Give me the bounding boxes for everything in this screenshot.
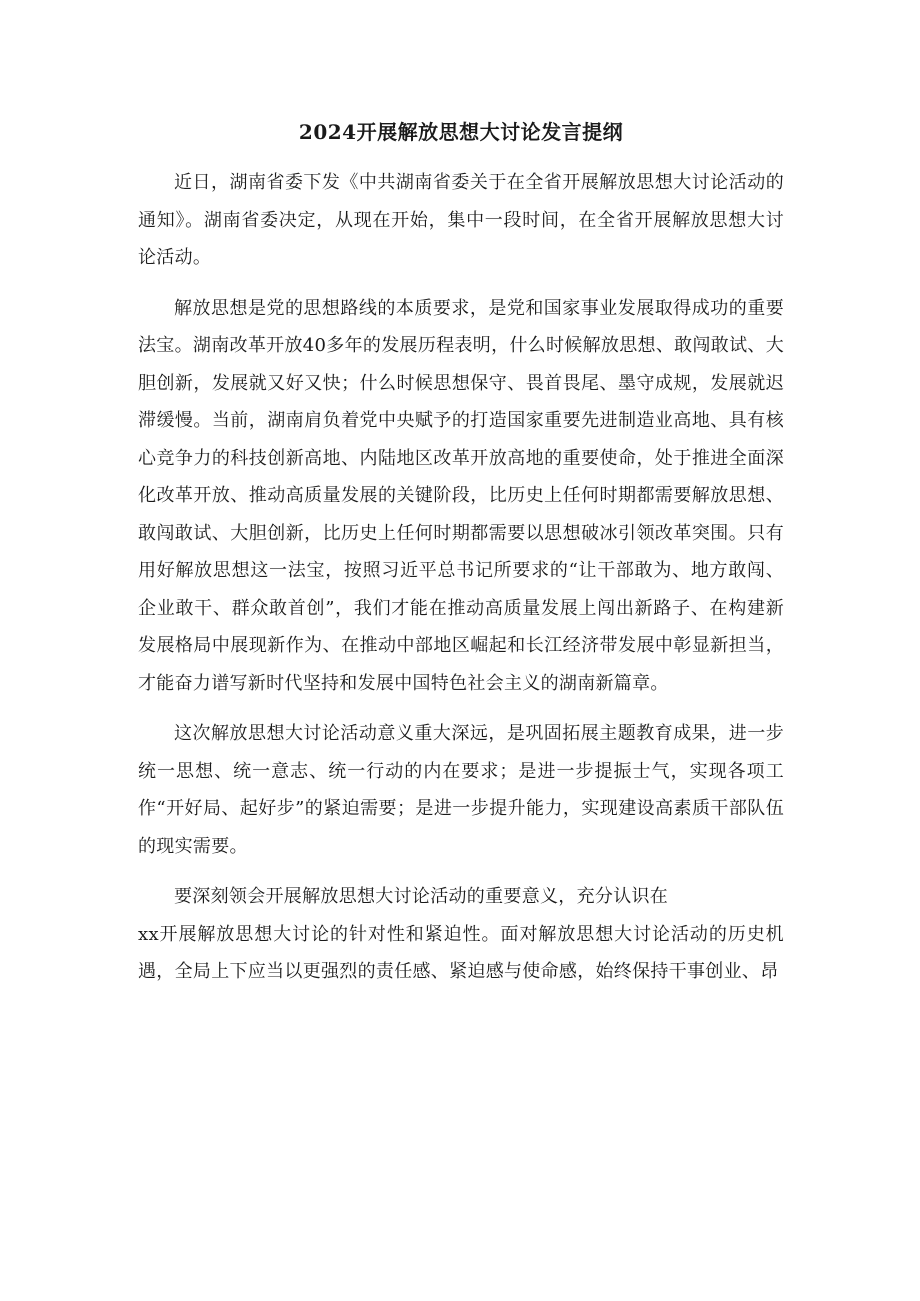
paragraph-5: xx开展解放思想大讨论的针对性和紧迫性。面对解放思想大讨论活动的历史机遇，全局上下应当以更强烈的责任感、紧迫感与使命感，始终保持干事创业、昂 bbox=[138, 923, 784, 982]
paragraph-4: 要深刻领会开展解放思想大讨论活动的重要意义，充分认识在 bbox=[174, 886, 669, 907]
paragraph-2: 解放思想是党的思想路线的本质要求，是党和国家事业发展取得成功的重要法宝。湖南改革开放40多年的发展历程表明，什么时候解放思想、敢闯敢试、大胆创新，发展就又好又快；什么时候思想保守、畏首畏尾、墨守成规，发展就迟滞缓慢。当前，湖南肩负着党中央赋予的打造国家重要先进制造业高地、具有核心竞争力的科技创新高地、内陆地区改革开放高地的重要使命，处于推进全面深化改革开放、推动高质量发展的关键阶段，比历史上任何时期都需要解放思想、敢闯敢试、大胆创新，比历史上任何时期都需要以思想破冰引领改革突围。只有用好解放思想这一法宝，按照习近平总书记所要求的“让干部敢为、地方敢闯、企业敢干、群众敢首创”，我们才能在推动高质量发展上闯出新路子、在构建新发展格局中展现新作为、在推动中部地区崛起和长江经济带发展中彰显新担当，才能奋力谱写新时代坚持和发展中国特色社会主义的湖南新篇章。 bbox=[138, 297, 784, 694]
paragraph-3: 这次解放思想大讨论活动意义重大深远，是巩固拓展主题教育成果，进一步统一思想、统一意志、统一行动的内在要求；是进一步提振士气，实现各项工作“开好局、起好步”的紧迫需要；是进一步提升能力，实现建设高素质干部队伍的现实需要。 bbox=[138, 723, 784, 857]
paragraph-1: 近日，湖南省委下发《中共湖南省委关于在全省开展解放思想大讨论活动的通知》。湖南省委决定，从现在开始，集中一段时间，在全省开展解放思想大讨论活动。 bbox=[138, 172, 784, 268]
document-title: 2024开展解放思想大讨论发言提纲 bbox=[298, 120, 624, 144]
